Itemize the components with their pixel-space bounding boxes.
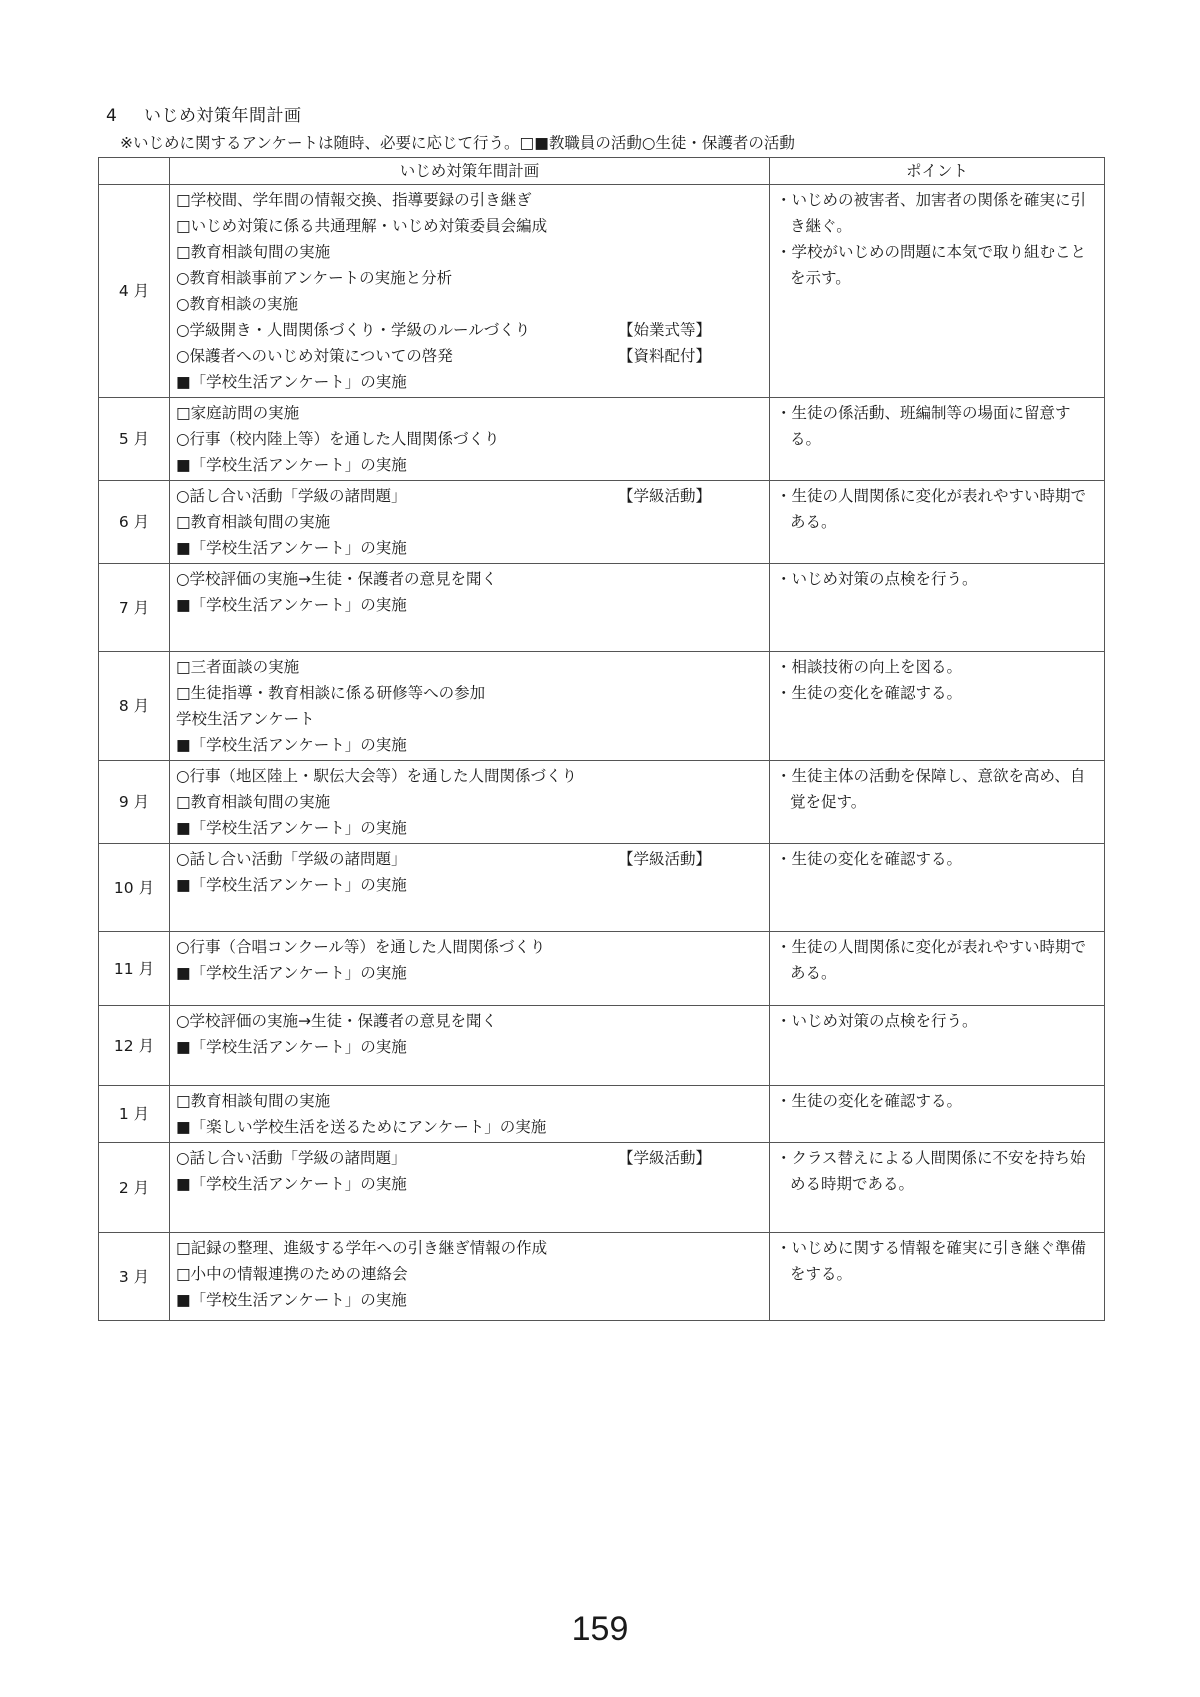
activity-text: ■「学校生活アンケート」の実施 xyxy=(176,456,407,474)
point-item: ・生徒の変化を確認する。 xyxy=(776,1092,963,1110)
activity-item xyxy=(176,960,763,986)
activity-text: ○保護者へのいじめ対策についての啓発 xyxy=(176,347,453,365)
legend-note: ※いじめに関するアンケートは随時、必要に応じて行う。□■教職員の活動○生徒・保護者の活動 xyxy=(120,134,795,152)
activity-tag: 【始業式等】 xyxy=(617,321,711,339)
activities-cell xyxy=(170,185,770,398)
activity-item xyxy=(176,239,763,265)
activity-text: ○話し合い活動「学級の諸問題」 xyxy=(176,850,407,868)
table-row xyxy=(99,761,1105,844)
activity-item xyxy=(176,872,763,898)
activities-cell xyxy=(170,481,770,564)
point-item: ・いじめに関する情報を確実に引き継ぐ準備をする。 xyxy=(776,1239,1087,1283)
activity-item xyxy=(176,592,763,618)
points-cell xyxy=(770,564,1105,652)
activity-item xyxy=(176,343,763,369)
activity-text: ○教育相談事前アンケートの実施と分析 xyxy=(176,269,453,287)
header-plan: いじめ対策年間計画 xyxy=(170,158,770,185)
section-heading xyxy=(106,101,302,126)
activity-tag xyxy=(711,239,763,265)
points-cell xyxy=(770,481,1105,564)
activity-tag xyxy=(711,535,763,561)
points-cell xyxy=(770,398,1105,481)
points-cell xyxy=(770,761,1105,844)
activity-text: □学校間、学年間の情報交換、指導要録の引き継ぎ xyxy=(176,191,532,209)
activity-tag xyxy=(711,369,763,395)
month-cell: 1 月 xyxy=(99,1086,170,1143)
points-cell xyxy=(770,1143,1105,1233)
activity-text: □小中の情報連携のための連絡会 xyxy=(176,1265,408,1283)
activity-text: ■「学校生活アンケート」の実施 xyxy=(176,876,407,894)
activities-cell xyxy=(170,761,770,844)
point-item: ・いじめ対策の点検を行う。 xyxy=(776,1012,978,1030)
activities-cell xyxy=(170,1233,770,1321)
activity-text: □記録の整理、進級する学年への引き継ぎ情報の作成 xyxy=(176,1239,548,1257)
activity-item xyxy=(176,763,763,789)
activity-text: ■「学校生活アンケート」の実施 xyxy=(176,1175,407,1193)
table-row xyxy=(99,652,1105,761)
activity-tag xyxy=(711,872,763,898)
points-cell xyxy=(770,932,1105,1006)
month-cell: 2 月 xyxy=(99,1143,170,1233)
activity-item xyxy=(176,369,763,395)
table-header-row xyxy=(99,158,1105,185)
activity-tag xyxy=(711,1114,763,1140)
activity-item xyxy=(176,535,763,561)
points-cell xyxy=(770,652,1105,761)
activity-item xyxy=(176,1235,763,1261)
activity-item xyxy=(176,1008,763,1034)
point-item: ・学校がいじめの問題に本気で取り組むことを示す。 xyxy=(776,243,1087,287)
activity-text: □生徒指導・教育相談に係る研修等への参加 xyxy=(176,684,486,702)
point-item: ・相談技術の向上を図る。 xyxy=(776,658,963,676)
activity-tag xyxy=(711,400,763,426)
month-cell: 5 月 xyxy=(99,398,170,481)
activity-item xyxy=(176,291,763,317)
points-cell xyxy=(770,1233,1105,1321)
month-cell: 10 月 xyxy=(99,844,170,932)
month-cell: 12 月 xyxy=(99,1006,170,1086)
table-row xyxy=(99,932,1105,1006)
page-number: 159 xyxy=(571,1610,629,1648)
activity-tag xyxy=(711,1008,763,1034)
section-title: いじめ対策年間計画 xyxy=(144,106,302,126)
month-cell: 8 月 xyxy=(99,652,170,761)
point-item: ・生徒の変化を確認する。 xyxy=(776,850,963,868)
table-row xyxy=(99,844,1105,932)
activity-item xyxy=(176,1287,763,1313)
activity-text: □教育相談旬間の実施 xyxy=(176,513,331,531)
point-item: ・クラス替えによる人間関係に不安を持ち始める時期である。 xyxy=(776,1149,1086,1193)
activity-tag xyxy=(711,960,763,986)
activity-item xyxy=(176,1088,763,1114)
activities-cell xyxy=(170,1006,770,1086)
activity-tag xyxy=(711,680,763,706)
activity-tag xyxy=(711,1261,763,1287)
activity-text: ■「学校生活アンケート」の実施 xyxy=(176,373,407,391)
point-item: ・生徒の人間関係に変化が表れやすい時期である。 xyxy=(776,487,1087,531)
activity-item xyxy=(176,1034,763,1060)
activity-tag xyxy=(711,1171,763,1197)
table-row xyxy=(99,1233,1105,1321)
activity-tag: 【学級活動】 xyxy=(617,850,711,868)
table-body xyxy=(99,185,1105,1321)
activity-tag xyxy=(711,1287,763,1313)
activity-text: ■「学校生活アンケート」の実施 xyxy=(176,819,407,837)
activity-tag: 【学級活動】 xyxy=(617,487,711,505)
activity-tag: 【資料配付】 xyxy=(617,347,711,365)
points-cell xyxy=(770,1006,1105,1086)
activity-item xyxy=(176,566,763,592)
month-cell: 9 月 xyxy=(99,761,170,844)
activity-item xyxy=(176,400,763,426)
activity-item xyxy=(176,789,763,815)
table-row xyxy=(99,1086,1105,1143)
month-cell: 3 月 xyxy=(99,1233,170,1321)
activity-tag xyxy=(711,1088,763,1114)
activity-text: ■「学校生活アンケート」の実施 xyxy=(176,596,407,614)
table-row xyxy=(99,564,1105,652)
activity-tag xyxy=(711,1235,763,1261)
activity-tag xyxy=(711,426,763,452)
activity-tag xyxy=(711,815,763,841)
activity-item xyxy=(176,815,763,841)
activity-tag xyxy=(711,291,763,317)
point-item: ・生徒の係活動、班編制等の場面に留意する。 xyxy=(776,404,1071,448)
activities-cell xyxy=(170,1143,770,1233)
activity-item xyxy=(176,187,763,213)
activity-text: ■「学校生活アンケート」の実施 xyxy=(176,736,407,754)
activity-item xyxy=(176,732,763,758)
activity-tag xyxy=(711,654,763,680)
table-row xyxy=(99,1006,1105,1086)
activity-tag xyxy=(711,732,763,758)
activity-text: ■「学校生活アンケート」の実施 xyxy=(176,1291,407,1309)
activity-tag xyxy=(711,592,763,618)
activities-cell xyxy=(170,932,770,1006)
activity-item xyxy=(176,654,763,680)
activity-item xyxy=(176,1114,763,1140)
activity-text: ■「学校生活アンケート」の実施 xyxy=(176,1038,407,1056)
activity-item xyxy=(176,1171,763,1197)
activity-text: ○学校評価の実施→生徒・保護者の意見を聞く xyxy=(176,1012,498,1030)
activity-tag xyxy=(711,789,763,815)
month-cell: 11 月 xyxy=(99,932,170,1006)
section-number: 4 xyxy=(106,106,118,126)
activity-tag xyxy=(711,706,763,732)
points-cell xyxy=(770,185,1105,398)
point-item: ・生徒主体の活動を保障し、意欲を高め、自覚を促す。 xyxy=(776,767,1086,811)
activity-item xyxy=(176,426,763,452)
activity-tag xyxy=(711,187,763,213)
activity-tag: 【学級活動】 xyxy=(617,1149,711,1167)
activity-item xyxy=(176,846,763,872)
activity-item xyxy=(176,1261,763,1287)
table-row xyxy=(99,185,1105,398)
points-cell xyxy=(770,1086,1105,1143)
annual-plan-table xyxy=(98,157,1105,1321)
point-item: ・いじめの被害者、加害者の関係を確実に引き継ぐ。 xyxy=(776,191,1087,235)
activity-text: ○話し合い活動「学級の諸問題」 xyxy=(176,487,407,505)
activity-text: □三者面談の実施 xyxy=(176,658,300,676)
activity-text: ■「楽しい学校生活を送るためにアンケート」の実施 xyxy=(176,1118,547,1136)
activities-cell xyxy=(170,398,770,481)
activities-cell xyxy=(170,564,770,652)
activity-text: □教育相談旬間の実施 xyxy=(176,243,331,261)
activity-text: ○教育相談の実施 xyxy=(176,295,299,313)
month-cell: 7 月 xyxy=(99,564,170,652)
activity-text: ■「学校生活アンケート」の実施 xyxy=(176,539,407,557)
activity-text: □教育相談旬間の実施 xyxy=(176,793,331,811)
activity-item xyxy=(176,265,763,291)
activity-text: ○行事（合唱コンクール等）を通した人間関係づくり xyxy=(176,938,546,956)
activity-text: □教育相談旬間の実施 xyxy=(176,1092,331,1110)
activity-item xyxy=(176,452,763,478)
points-cell xyxy=(770,844,1105,932)
activity-text: ○行事（地区陸上・駅伝大会等）を通した人間関係づくり xyxy=(176,767,578,785)
header-points: ポイント xyxy=(770,158,1105,185)
table-row xyxy=(99,481,1105,564)
month-cell: 4 月 xyxy=(99,185,170,398)
activity-item xyxy=(176,1145,763,1171)
table-row xyxy=(99,1143,1105,1233)
activities-cell xyxy=(170,652,770,761)
activity-text: ○行事（校内陸上等）を通した人間関係づくり xyxy=(176,430,500,448)
activity-item xyxy=(176,483,763,509)
activity-text: □家庭訪問の実施 xyxy=(176,404,300,422)
activity-item xyxy=(176,934,763,960)
header-month xyxy=(99,158,170,185)
point-item: ・いじめ対策の点検を行う。 xyxy=(776,570,978,588)
activity-text: 学校生活アンケート xyxy=(176,710,315,728)
activity-item xyxy=(176,509,763,535)
activity-item xyxy=(176,317,763,343)
activity-item xyxy=(176,213,763,239)
activity-tag xyxy=(711,265,763,291)
activity-text: ○話し合い活動「学級の諸問題」 xyxy=(176,1149,407,1167)
activities-cell xyxy=(170,844,770,932)
activity-text: ○学校評価の実施→生徒・保護者の意見を聞く xyxy=(176,570,498,588)
month-cell: 6 月 xyxy=(99,481,170,564)
table-row xyxy=(99,398,1105,481)
activity-text: □いじめ対策に係る共通理解・いじめ対策委員会編成 xyxy=(176,217,548,235)
activity-tag xyxy=(711,763,763,789)
activity-item xyxy=(176,706,763,732)
activity-text: ■「学校生活アンケート」の実施 xyxy=(176,964,407,982)
point-item: ・生徒の人間関係に変化が表れやすい時期である。 xyxy=(776,938,1087,982)
activity-item xyxy=(176,680,763,706)
activity-tag xyxy=(711,509,763,535)
activity-tag xyxy=(711,452,763,478)
point-item: ・生徒の変化を確認する。 xyxy=(776,684,963,702)
activity-tag xyxy=(711,934,763,960)
activity-tag xyxy=(711,213,763,239)
activity-text: ○学級開き・人間関係づくり・学級のルールづくり xyxy=(176,321,531,339)
activities-cell xyxy=(170,1086,770,1143)
activity-tag xyxy=(711,1034,763,1060)
activity-tag xyxy=(711,566,763,592)
